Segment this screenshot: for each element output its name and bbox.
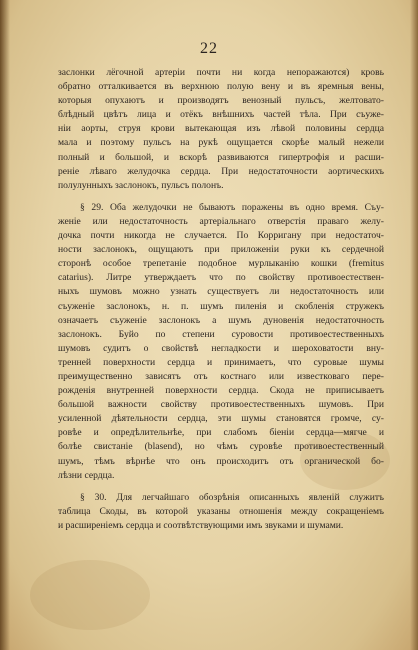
text-line: рожденія внутренней поверхности сердца. Скода не приписываетъ — [58, 385, 384, 397]
text-line: женіе или недостаточность артеріальнаго отверстія праваго желу- — [58, 215, 384, 227]
text-line: шумовъ судитъ о свойствѣ негладкости и шероховатости вну- — [58, 342, 384, 354]
text-line: которыя опухаютъ и производятъ венозный пульсъ, желтовато- — [58, 95, 384, 107]
text-line: сторонѣ особое трепетаніе подобное мурлыканію кошки (fremitus — [58, 258, 384, 270]
text-line: таблица Скоды, въ которой указаны отношенія между сокращеніемъ — [58, 505, 384, 517]
text-line: съуженіе заслонокъ, н. п. шумъ пиленія и скобленія стружекъ — [58, 300, 384, 312]
text-line: и расширеніемъ сердца и соотвѣтствующими имъ звуками и шумами. — [58, 519, 344, 531]
text-line: § 29. Оба желудочки не бываютъ поражены въ одно время. Съу- — [80, 201, 384, 213]
text-line: мала и поэтому пульсъ на рукѣ ощущается скорѣе малый нежели — [58, 137, 384, 149]
text-line: преимущественно зависятъ отъ костнаго или известковаго пере- — [58, 370, 384, 382]
paragraph-continuation — [58, 66, 384, 193]
paragraph-section-29 — [58, 201, 384, 483]
text-line: дочка почти никогда не случается. По Корригану при недостаточ- — [58, 230, 384, 242]
text-line: полный и большой, и вскорѣ развиваются гипертрофія и расши- — [58, 151, 384, 163]
text-line: ровѣе и опредѣлительнѣе, при слабомъ біеніи сердца—мягче и — [58, 427, 384, 439]
text-line: обратно отталкивается въ верхнюю полую вену и въ яремныя вены, — [58, 81, 384, 93]
paper-stain — [30, 560, 150, 630]
text-line: реніе лѣваго желудочка сердца. При недостаточности аортическихъ — [58, 165, 384, 177]
text-line: усиленной дѣятельности сердца, эти шумы становятся громче, су- — [58, 413, 384, 425]
text-line: catarius). Литре утверждаетъ что по свойству противоестествен- — [58, 272, 384, 284]
text-line: тренней поверхности сердца и принимаетъ, что суровые шумы — [58, 356, 384, 368]
text-line: означаетъ съуженіе заслонокъ а шумъ дуновенія недостаточность — [58, 314, 384, 326]
body-text — [58, 66, 384, 533]
paragraph-section-30 — [58, 491, 384, 533]
page-right-shadow — [410, 0, 418, 650]
page-number: 22 — [200, 40, 218, 57]
text-line: лѣзни сердца. — [58, 469, 115, 481]
page-left-shadow — [0, 0, 10, 650]
text-line: шумъ, тѣмъ вѣрнѣе что онъ происходитъ отъ органической бо- — [58, 455, 384, 467]
text-line: ніи аорты, струя крови вытекающая изъ лѣвой половины сердца — [58, 123, 384, 135]
text-line: заслонокъ. Буйо по степени суровости противоестественныхъ — [58, 328, 384, 340]
text-line: блѣдный цвѣтъ лица и отёкъ внѣшнихъ частей тѣла. При съуже- — [58, 109, 384, 121]
text-line: ныхъ шумовъ можно узнать существуетъ ли недостаточность или — [58, 286, 384, 298]
text-line: § 30. Для легчайшаго обозрѣнія описанныхъ явленій служитъ — [80, 491, 384, 503]
text-line: заслонки лёгочной артеріи почти ни когда непоражаются) кровь — [58, 67, 384, 78]
text-line: ности заслонокъ, ощущаютъ при приложеніи руки къ сердечной — [58, 244, 384, 256]
text-line: большой важности свойству противоестественныхъ шумовъ. При — [58, 399, 384, 411]
text-line: полулунныхъ заслонокъ, пульсъ полонъ. — [58, 179, 224, 191]
text-line: болѣе свистаніе (blasend), но чѣмъ суровѣе противоестественный — [58, 441, 384, 453]
